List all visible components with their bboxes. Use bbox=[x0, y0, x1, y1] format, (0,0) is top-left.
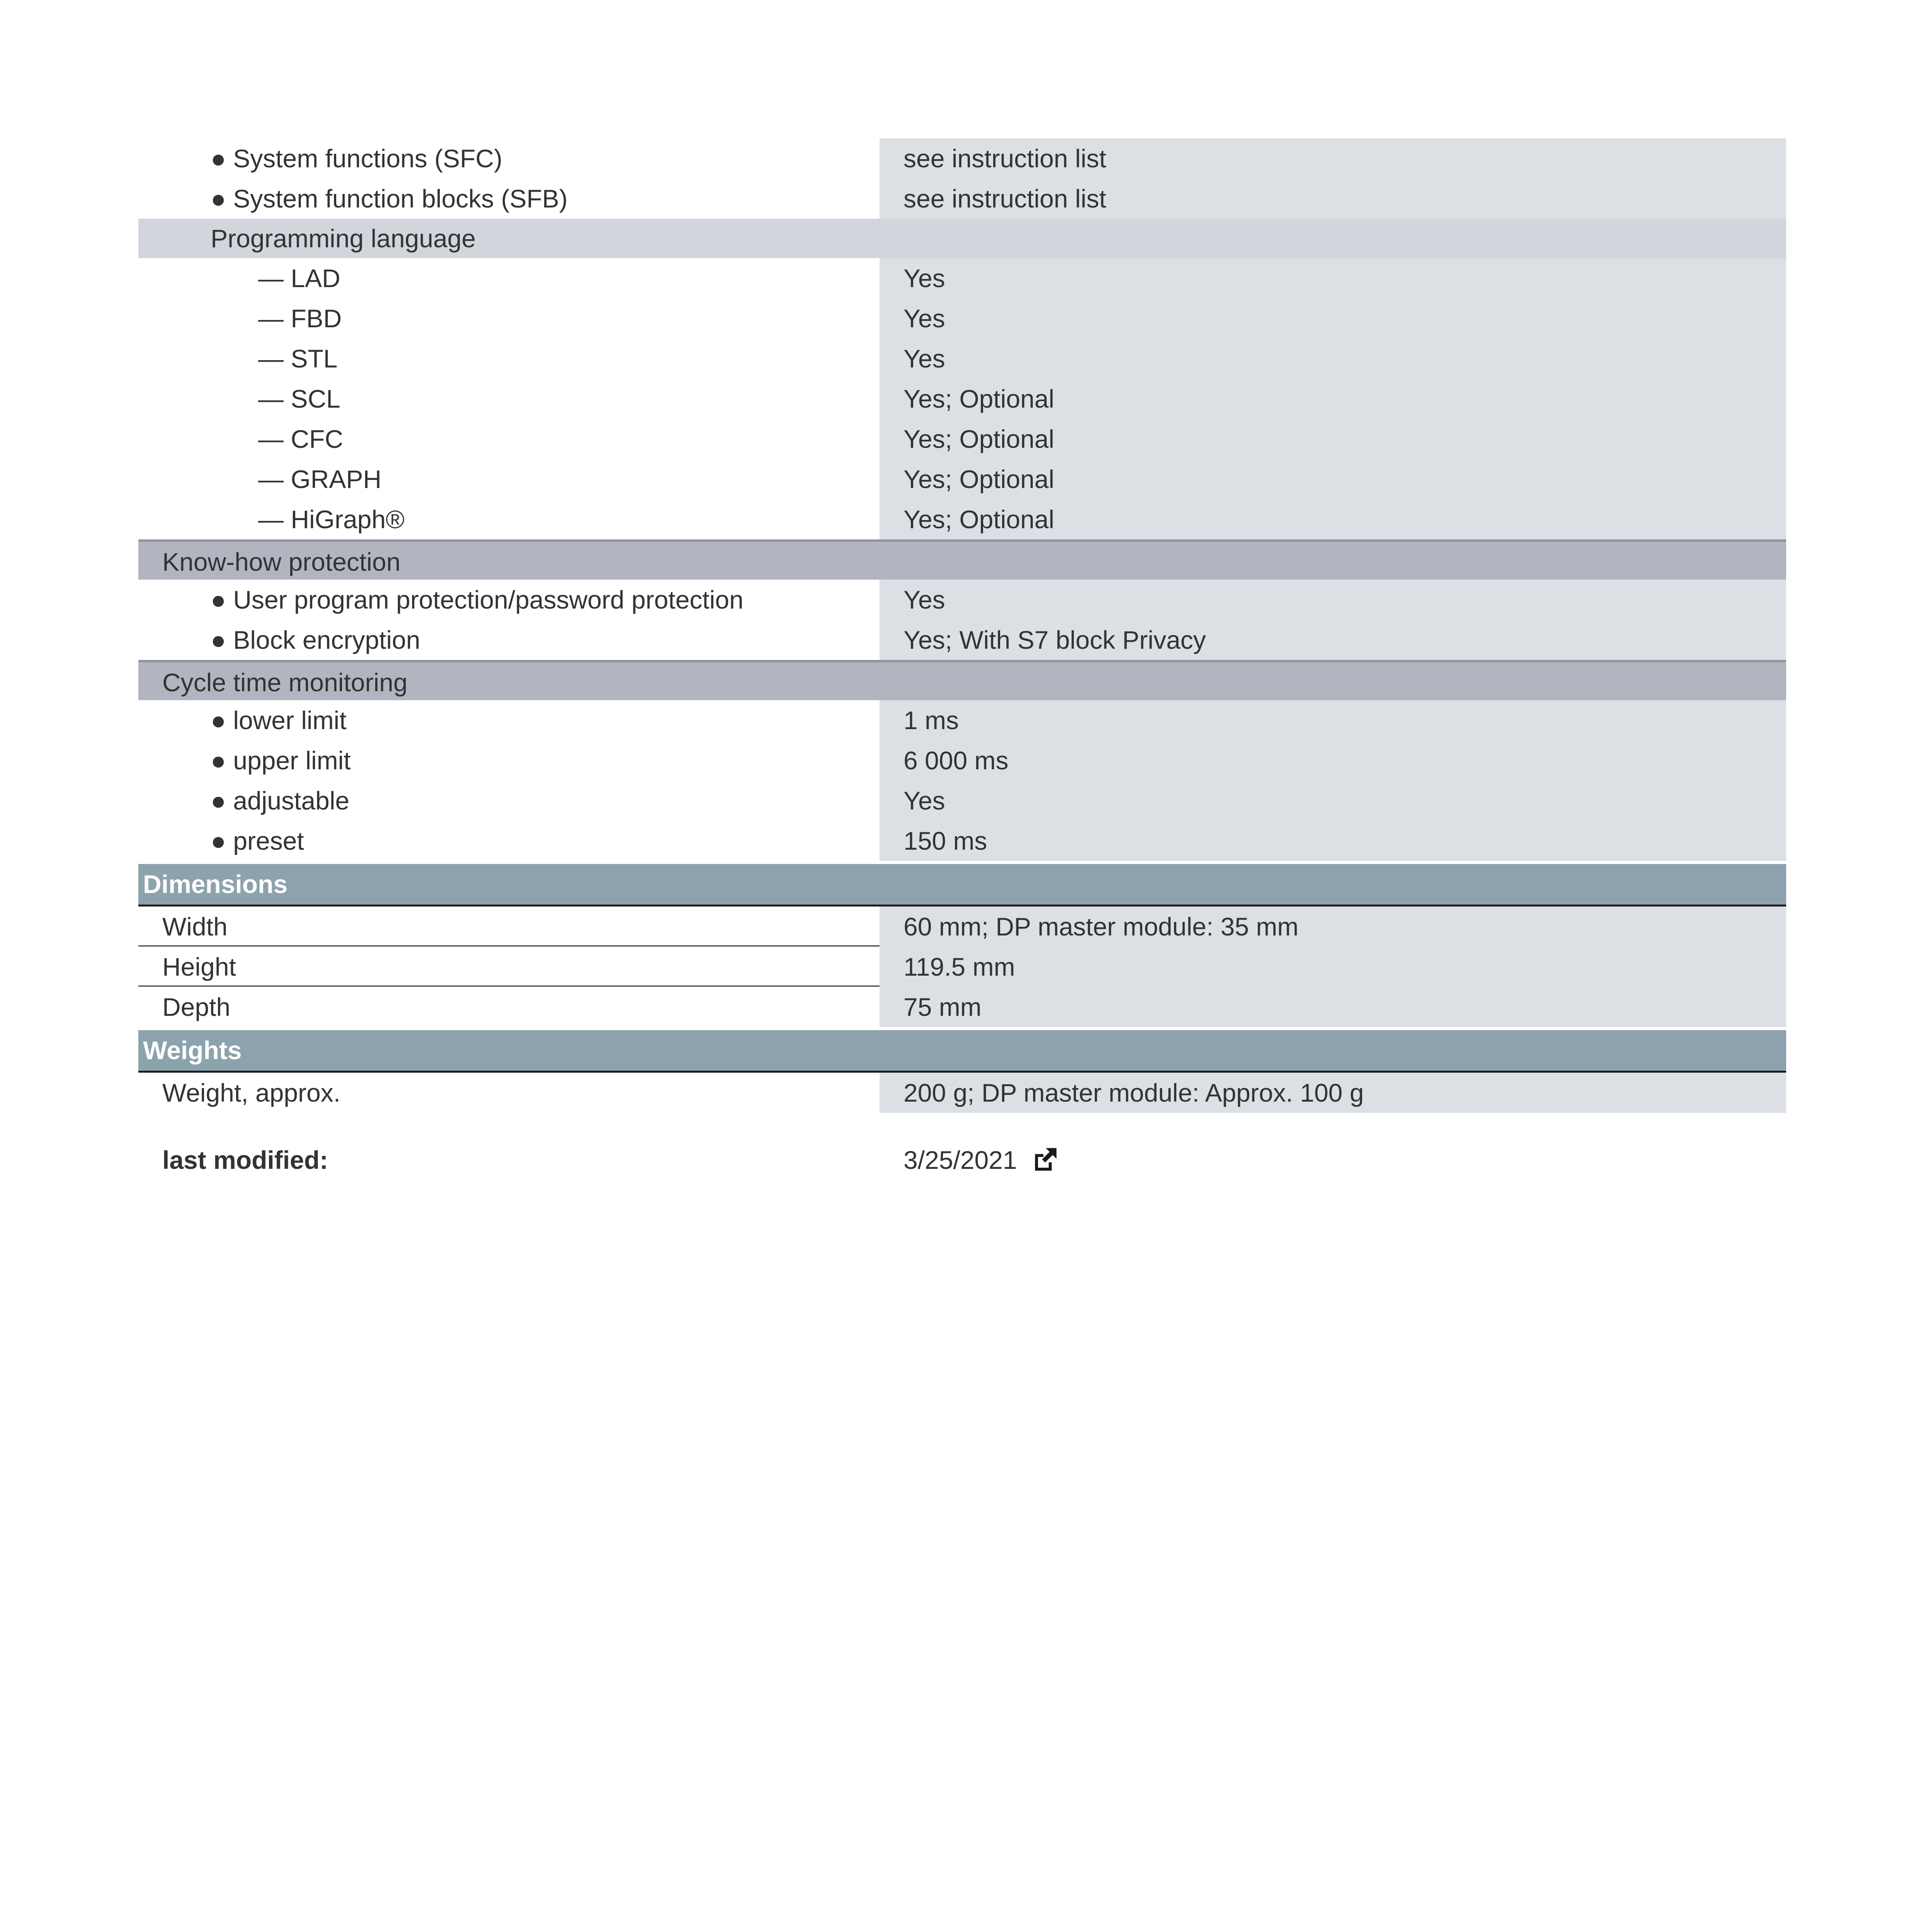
spec-value: 75 mm bbox=[880, 987, 1786, 1027]
spec-row bbox=[138, 740, 1786, 781]
spec-label: ● Block encryption bbox=[211, 626, 420, 654]
last-modified-date: 3/25/2021 bbox=[904, 1146, 1017, 1174]
spec-label: — FBD bbox=[258, 304, 342, 333]
spec-value: 60 mm; DP master module: 35 mm bbox=[880, 906, 1786, 947]
spec-value: Yes bbox=[880, 781, 1786, 821]
spec-row bbox=[138, 947, 1786, 987]
spec-label: Depth bbox=[162, 993, 231, 1021]
spec-row bbox=[138, 459, 1786, 499]
spec-label: — LAD bbox=[258, 264, 340, 293]
spec-row bbox=[138, 781, 1786, 821]
spec-row bbox=[138, 821, 1786, 861]
spec-row bbox=[138, 906, 1786, 947]
spec-value: Yes bbox=[880, 338, 1786, 379]
spec-value: 200 g; DP master module: Approx. 100 g bbox=[880, 1073, 1786, 1113]
spec-value: Yes; Optional bbox=[880, 459, 1786, 499]
section-know-how-protection: Know-how protection bbox=[138, 539, 1786, 580]
spec-label: ● adjustable bbox=[211, 786, 350, 815]
spec-value: Yes bbox=[880, 258, 1786, 298]
section-cycle-time-monitoring: Cycle time monitoring bbox=[138, 660, 1786, 700]
spec-row bbox=[138, 379, 1786, 419]
last-modified-row bbox=[138, 1140, 1786, 1180]
spec-label: Width bbox=[138, 906, 880, 947]
spec-label: — CFC bbox=[258, 425, 343, 453]
spec-label: ● upper limit bbox=[211, 746, 351, 775]
spec-row bbox=[138, 179, 1786, 219]
spec-value: 119.5 mm bbox=[880, 947, 1786, 987]
spec-value: 150 ms bbox=[880, 821, 1786, 861]
spec-value: see instruction list bbox=[880, 179, 1786, 219]
section-header-dimensions: Dimensions bbox=[138, 864, 1786, 906]
spec-label: — HiGraph® bbox=[258, 505, 405, 534]
spec-row bbox=[138, 499, 1786, 539]
spec-row bbox=[138, 580, 1786, 620]
spec-row bbox=[138, 1073, 1786, 1113]
spec-value: Yes; With S7 block Privacy bbox=[880, 620, 1786, 660]
spec-row bbox=[138, 338, 1786, 379]
spec-value: see instruction list bbox=[880, 138, 1786, 179]
spec-value: Yes; Optional bbox=[880, 499, 1786, 539]
spec-label: ● User program protection/password protection bbox=[211, 585, 744, 614]
spec-row bbox=[138, 700, 1786, 740]
spec-label: — SCL bbox=[258, 384, 340, 413]
spec-label: ● lower limit bbox=[211, 706, 347, 735]
spec-value: 6 000 ms bbox=[880, 740, 1786, 781]
spec-value: Yes bbox=[880, 580, 1786, 620]
spec-label: ● System functions (SFC) bbox=[211, 144, 503, 173]
external-link-icon[interactable] bbox=[1030, 1146, 1059, 1174]
spec-row bbox=[138, 298, 1786, 338]
spec-label: — GRAPH bbox=[258, 465, 382, 493]
spec-label: — STL bbox=[258, 344, 338, 373]
spec-row bbox=[138, 419, 1786, 459]
section-header-weights: Weights bbox=[138, 1030, 1786, 1073]
spec-label: ● System function blocks (SFB) bbox=[211, 184, 568, 213]
spec-value: Yes; Optional bbox=[880, 419, 1786, 459]
spec-value: Yes; Optional bbox=[880, 379, 1786, 419]
spec-label: Height bbox=[138, 947, 880, 987]
last-modified-label: last modified: bbox=[162, 1146, 328, 1174]
spec-table bbox=[138, 138, 1786, 1180]
spec-value: 1 ms bbox=[880, 700, 1786, 740]
spec-row bbox=[138, 987, 1786, 1027]
group-programming-language: Programming language bbox=[138, 219, 1786, 258]
spec-row bbox=[138, 258, 1786, 298]
spec-value: Yes bbox=[880, 298, 1786, 338]
spec-row bbox=[138, 138, 1786, 179]
spec-row bbox=[138, 620, 1786, 660]
last-modified-value-wrap bbox=[880, 1140, 1059, 1180]
spec-label: ● preset bbox=[211, 827, 304, 855]
spec-label: Weight, approx. bbox=[162, 1078, 341, 1107]
